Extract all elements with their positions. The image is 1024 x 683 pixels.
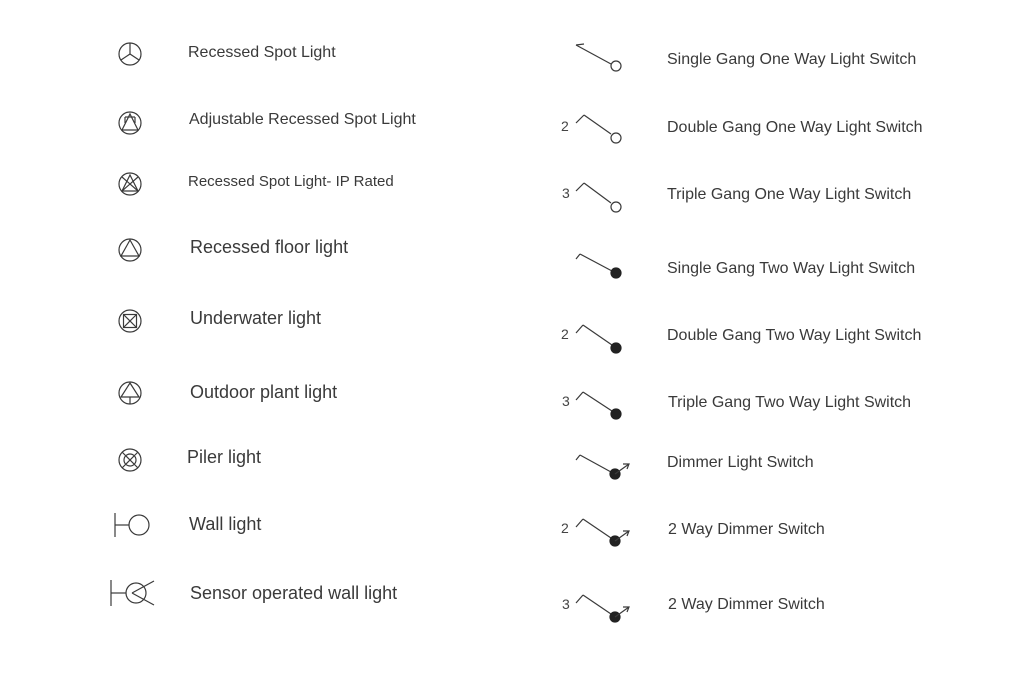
gang-number: 3 — [562, 596, 570, 612]
underwater-light-icon — [117, 308, 143, 334]
switch-symbol-label: Double Gang Two Way Light Switch — [667, 327, 922, 344]
lighting-symbol-label: Recessed Spot Light- IP Rated — [188, 173, 394, 190]
recessed-floor-light-icon — [117, 237, 143, 263]
switch-symbol-label: 2 Way Dimmer Switch — [668, 596, 825, 613]
lighting-symbol-label: Wall light — [189, 514, 262, 534]
piler-light-icon — [117, 447, 143, 473]
two-way-switch-icon — [570, 319, 626, 357]
recessed-spot-light-ip-rated-icon — [117, 171, 143, 197]
gang-number: 3 — [562, 393, 570, 409]
one-way-switch-icon — [570, 110, 626, 144]
gang-number: 2 — [561, 326, 569, 342]
lighting-symbol-label: Underwater light — [190, 308, 322, 328]
lighting-symbol-label: Piler light — [187, 447, 262, 467]
one-way-switch-icon — [570, 177, 626, 217]
recessed-spot-light-icon — [117, 41, 143, 67]
switch-symbol-label: Single Gang Two Way Light Switch — [667, 260, 916, 277]
gang-number: 2 — [561, 118, 569, 134]
lighting-symbol-label: Adjustable Recessed Spot Light — [189, 111, 416, 128]
wall-light-icon — [112, 511, 152, 539]
two-way-switch-icon — [570, 386, 626, 424]
gang-number: 3 — [562, 185, 570, 201]
dimmer-switch-icon — [570, 512, 634, 552]
outdoor-plant-light-icon — [117, 380, 143, 406]
dimmer-switch-icon — [570, 588, 634, 628]
lighting-symbol-label: Sensor operated wall light — [190, 583, 398, 603]
two-way-switch-icon — [570, 249, 626, 283]
sensor-operated-wall-light-icon — [108, 578, 158, 608]
switch-symbol-label: Double Gang One Way Light Switch — [667, 119, 923, 136]
lighting-symbol-label: Outdoor plant light — [190, 382, 338, 402]
lighting-symbol-label: Recessed Spot Light — [188, 44, 336, 61]
switch-symbol-label: Triple Gang One Way Light Switch — [667, 186, 912, 203]
switch-symbol-label: Triple Gang Two Way Light Switch — [668, 394, 912, 411]
gang-number: 2 — [561, 520, 569, 536]
adjustable-recessed-spot-light-icon — [117, 110, 143, 136]
switch-symbol-label: Single Gang One Way Light Switch — [667, 51, 917, 68]
one-way-switch-icon — [570, 40, 626, 74]
switch-symbol-label: Dimmer Light Switch — [667, 454, 814, 471]
switch-symbol-label: 2 Way Dimmer Switch — [668, 521, 825, 538]
dimmer-switch-icon — [570, 448, 634, 484]
lighting-symbol-label: Recessed floor light — [190, 237, 349, 257]
